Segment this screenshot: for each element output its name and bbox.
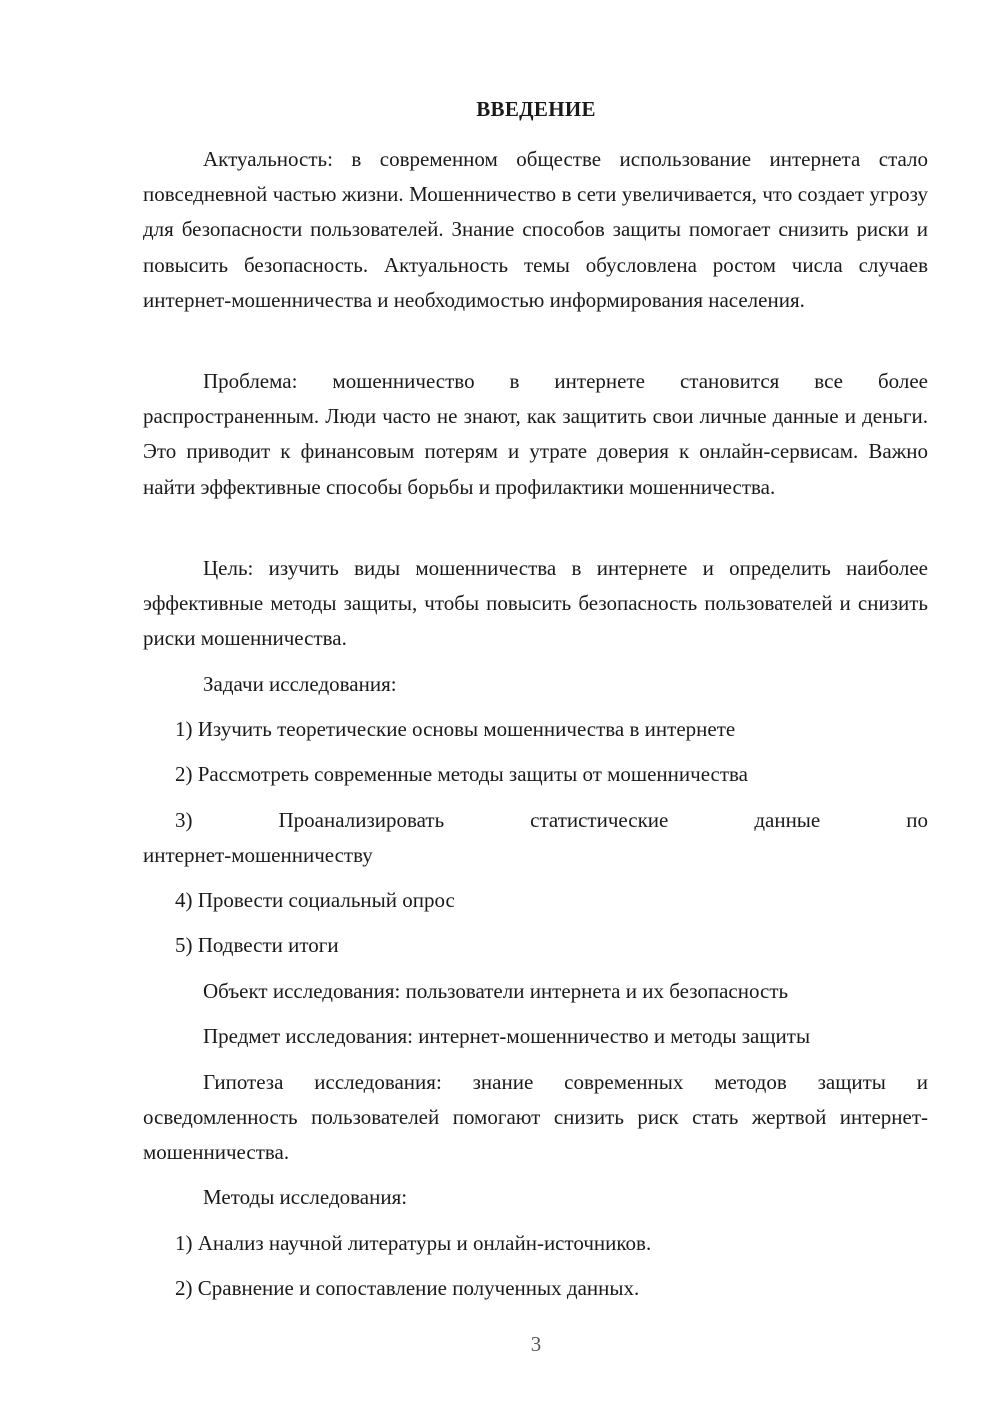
relevance-paragraph: Актуальность: в современном обществе использование интернета стало повседневной частью жизни. Мошенничество в сети увеличивается, что создает угрозу для безопасности пользователей. Знание способов защиты помогает снизить риски и повысить безопасность. Актуальность темы обусловлена ростом числа случаев интернет-мошенничества и необходимостью информирования населения. — [143, 147, 928, 312]
section-title: ВВЕДЕНИЕ — [476, 97, 596, 121]
task-item-1: 1) Изучить теоретические основы мошенничества в интернете — [175, 717, 736, 741]
task-3-word: по — [906, 808, 928, 832]
task-3-word: данные — [754, 808, 821, 832]
hypothesis-paragraph: Гипотеза исследования: знание современных методов защиты и осведомленность пользователей помогают снизить риск стать жертвой интернет-мошенничества. — [143, 1070, 928, 1165]
research-subject: Предмет исследования: интернет-мошенничество и методы защиты — [203, 1024, 811, 1048]
page-number: 3 — [530, 1332, 542, 1356]
task-3-word: статистические — [530, 808, 669, 832]
task-item-2: 2) Рассмотреть современные методы защиты от мошенничества — [175, 762, 748, 786]
task-item-5: 5) Подвести итоги — [175, 933, 339, 957]
research-object: Объект исследования: пользователи интернета и их безопасность — [203, 979, 789, 1003]
task-item-3 — [175, 803, 928, 838]
methods-heading: Методы исследования: — [203, 1185, 408, 1209]
method-item-1: 1) Анализ научной литературы и онлайн-источников. — [175, 1231, 652, 1255]
method-item-2: 2) Сравнение и сопоставление полученных данных. — [175, 1276, 640, 1300]
task-3-word: Проанализировать — [278, 808, 445, 832]
problem-paragraph: Проблема: мошенничество в интернете становится все более распространенным. Люди часто не знают, как защитить свои личные данные и деньги. Это приводит к финансовым потерям и утрате доверия к онлайн-сервисам. Важно найти эффективные способы борьбы и профилактики мошенничества. — [143, 369, 928, 499]
tasks-heading: Задачи исследования: — [203, 672, 397, 696]
goal-paragraph: Цель: изучить виды мошенничества в интернете и определить наиболее эффективные методы защиты, чтобы повысить безопасность пользователей и снизить риски мошенничества. — [143, 556, 928, 651]
task-item-4: 4) Провести социальный опрос — [175, 888, 455, 912]
task-3-word: 3) — [175, 808, 193, 832]
task-item-3-continuation: интернет-мошенничеству — [143, 843, 373, 867]
